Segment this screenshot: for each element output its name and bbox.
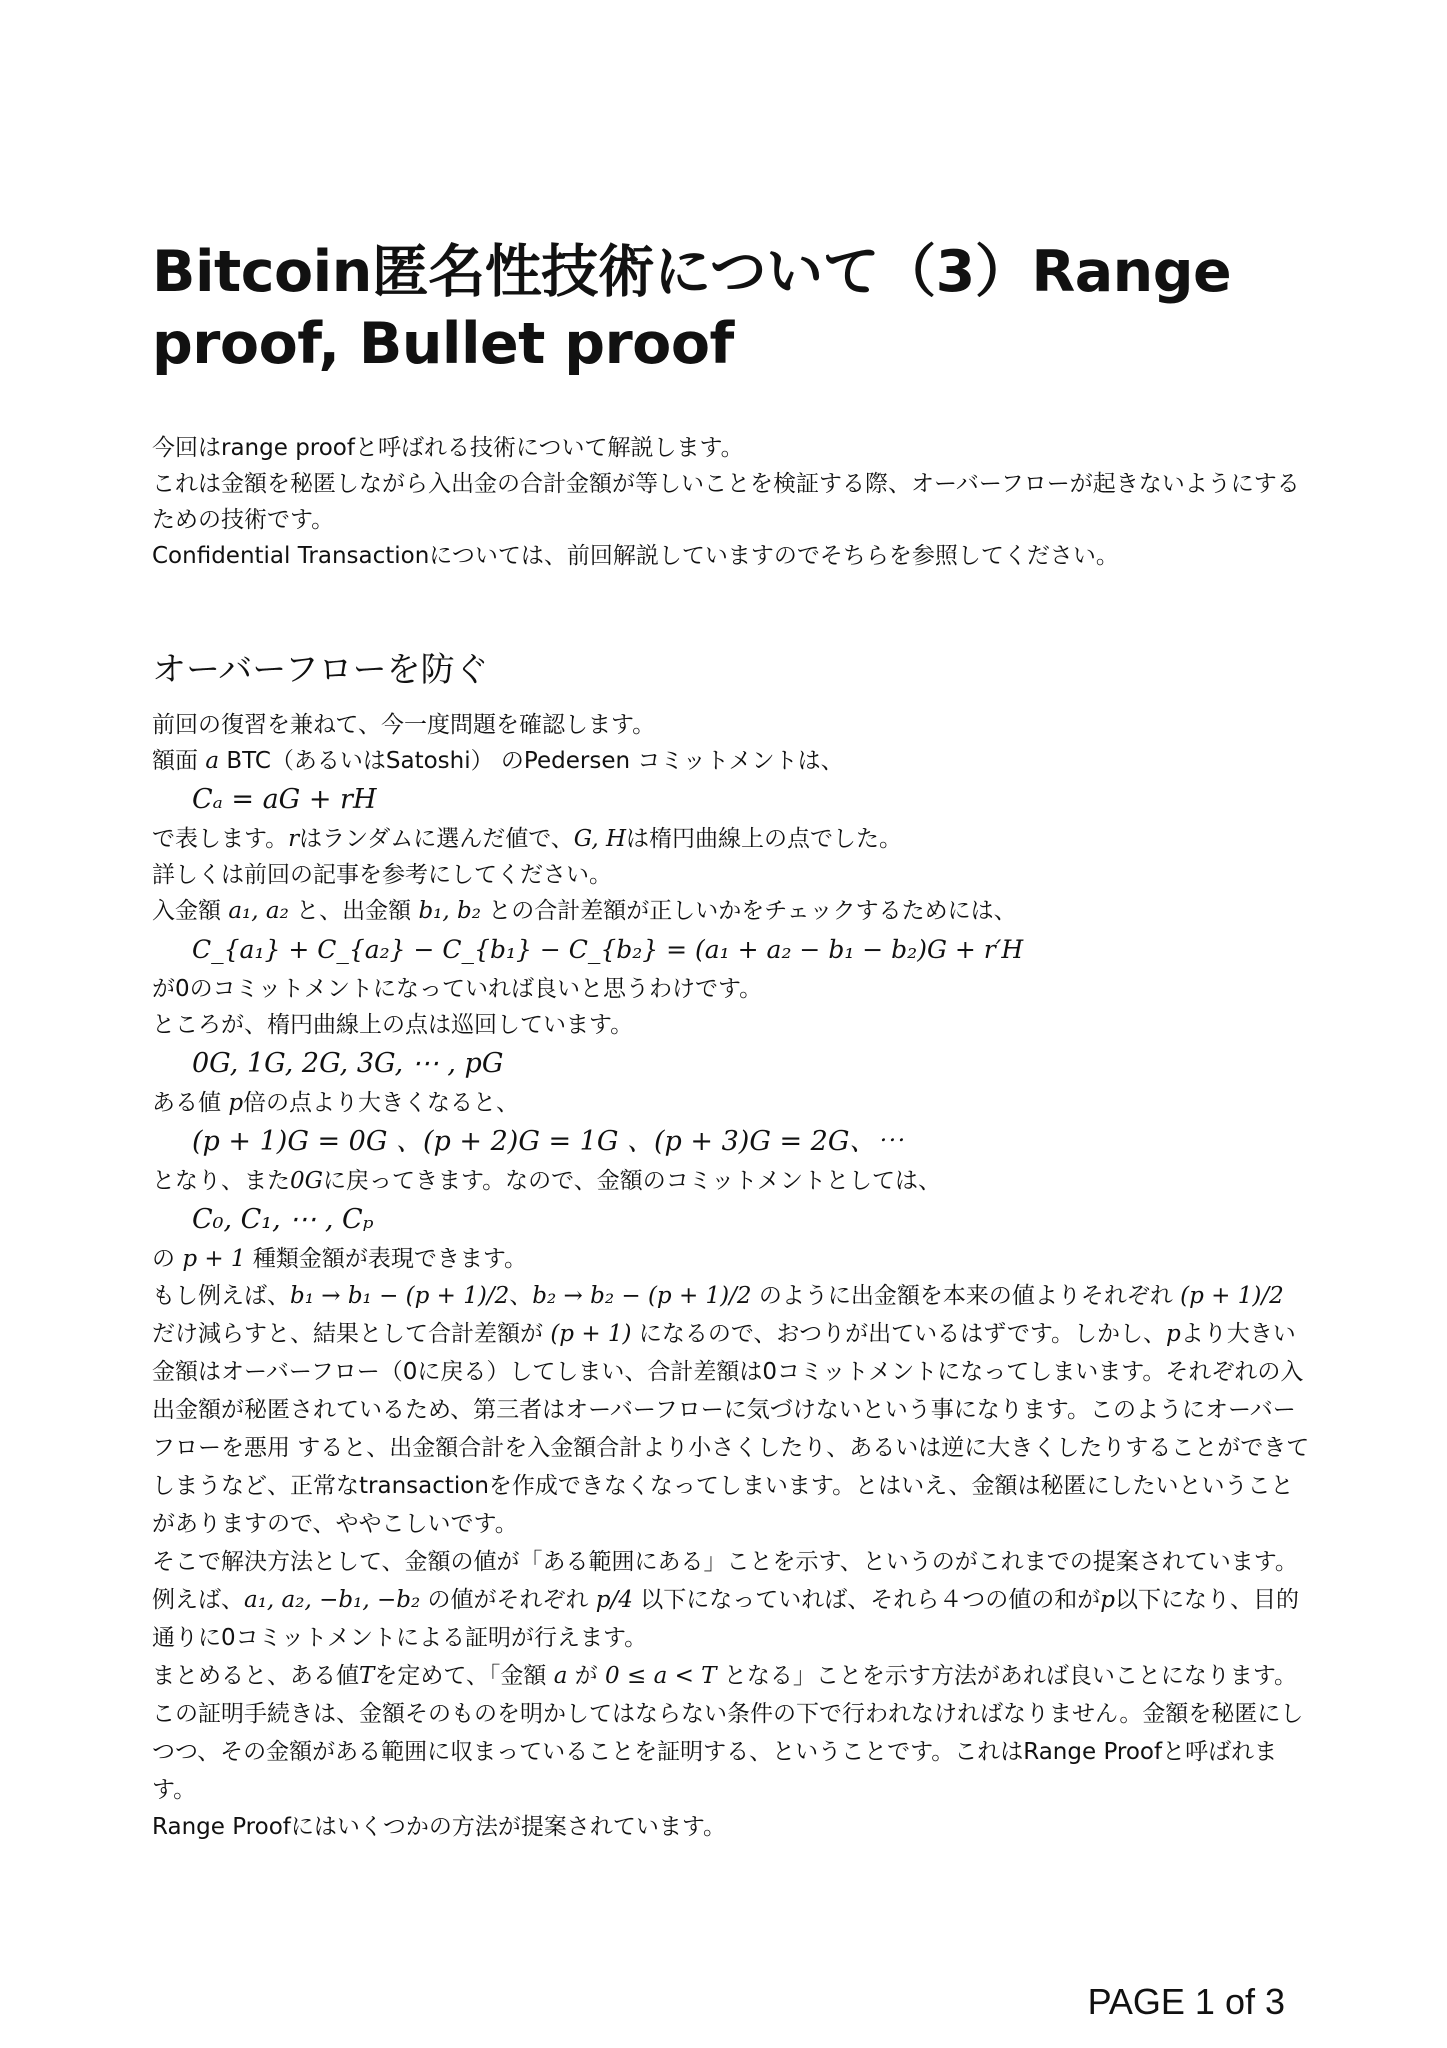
text-run: 額面 <box>152 748 206 774</box>
text-run: となり、また <box>152 1168 290 1194</box>
body-line: Range Proofにはいくつかの方法が提案されています。 <box>152 1814 727 1840</box>
text-run: で表します。 <box>152 826 289 852</box>
math-inline: b₂ → b₂ − (p + 1)/2 <box>532 1283 752 1309</box>
text-run: 以下になっていれば、それら４つの値の和が <box>632 1587 1101 1613</box>
equation: C_{a₁} + C_{a₂} − C_{b₁} − C_{b₂} = (a₁ + a₂ − b₁ − b₂)G + r′H <box>192 935 1024 964</box>
equation: Cₐ = aG + rH <box>192 784 377 815</box>
body-line <box>152 893 1314 929</box>
math-inline: 0G <box>290 1168 324 1194</box>
section-heading: オーバーフローを防ぐ <box>152 650 489 690</box>
math-inline: 0 ≤ a < T <box>605 1663 717 1689</box>
math-inline: a <box>553 1663 568 1689</box>
math-inline: G, H <box>573 826 627 852</box>
text-run: 入金額 <box>152 898 229 924</box>
text-run: 以下になり、目的通りに0コミットメントによる証明が行えます。 <box>152 1587 1299 1651</box>
body-line <box>152 1163 1314 1199</box>
math-inline: (p + 1)/2 <box>1180 1283 1284 1309</box>
math-inline: (p + 1) <box>550 1321 632 1347</box>
text-run: 種類金額が表現できます。 <box>245 1246 528 1272</box>
math-inline: r <box>288 826 300 852</box>
text-run: まとめると、ある値 <box>152 1663 359 1689</box>
math-inline: b₁ → b₁ − (p + 1)/2 <box>290 1283 510 1309</box>
math-inline: p <box>228 1090 244 1116</box>
text-run: との合計差額が正しいかをチェックするためには、 <box>480 898 1017 924</box>
text-run: になるので、おつりが出ているはずです。しかし、 <box>631 1321 1166 1347</box>
math-inline: T <box>359 1663 375 1689</box>
body-line <box>152 1241 1314 1277</box>
intro-line: これは金額を秘匿しながら入出金の合計金額が等しいことを検証する際、オーバーフローが起きないようにするための技術です。 <box>152 471 1300 533</box>
intro-line: 今回はrange proofと呼ばれる技術について解説します。 <box>152 435 744 461</box>
math-inline: a₁, a₂, −b₁, −b₂ <box>244 1587 421 1613</box>
body-paragraph <box>152 1543 1314 1657</box>
body-line: 詳しくは前回の記事を参考にしてください。 <box>152 862 612 888</box>
body-paragraph <box>152 1277 1314 1543</box>
text-run: を定めて、「金額 <box>374 1663 554 1689</box>
math-inline: a₁, a₂ <box>228 898 289 924</box>
text-run: そこで解決方法として、金額の値が「ある範囲にある」ことを示す、というのがこれまでの提案されています。例えば、 <box>152 1549 1298 1613</box>
text-run: が <box>567 1663 606 1689</box>
text-run: はランダムに選んだ値で、 <box>299 826 574 852</box>
text-run: もし例えば、 <box>152 1283 290 1309</box>
text-run: より大きい金額はオーバーフロー（0に戻る）してしまい、合計差額は0コミットメントになってしまいます。それぞれの入出金額が秘匿されているため、第三者はオーバーフローに気づけないという事になります。このようにオーバーフローを悪用 すると、出金額合計を入金額合計より小さくしたり、あるいは逆に大きくしたりすることができてしまうなど、正常なtransactionを作成できなくなってしまいます。とはいえ、金額は秘匿にしたいということがありますので、ややこしいです。 <box>152 1321 1310 1537</box>
text-run: の値がそれぞれ <box>420 1587 596 1613</box>
equation: (p + 1)G = 0G 、(p + 2)G = 1G 、(p + 3)G = 2G、⋯ <box>192 1126 904 1157</box>
page-title: Bitcoin匿名性技術について（3）Range proof, Bullet proof <box>152 239 1232 377</box>
body-line: ところが、楕円曲線上の点は巡回しています。 <box>152 1012 634 1038</box>
intro-line: Confidential Transactionについては、前回解説していますのでそちらを参照してください。 <box>152 543 1119 569</box>
text-run: と、出金額 <box>288 898 419 924</box>
body-line <box>152 821 1314 857</box>
math-inline: p <box>1166 1321 1181 1347</box>
body-line <box>152 743 1314 779</box>
text-run: BTC（あるいはSatoshi） のPedersen コミットメントは、 <box>219 748 844 774</box>
text-run: のように出金額を本来の値よりそれぞれ <box>751 1283 1181 1309</box>
body-line <box>152 1085 1314 1121</box>
text-run: 、 <box>509 1283 533 1309</box>
page-number: PAGE 1 of 3 <box>1087 1981 1285 2022</box>
text-run: は楕円曲線上の点でした。 <box>626 826 903 852</box>
text-run: だけ減らすと、結果として合計差額が <box>152 1321 551 1347</box>
text-run: ある値 <box>152 1090 229 1116</box>
body-line: 前回の復習を兼ねて、今一度問題を確認します。 <box>152 712 656 738</box>
math-inline: p <box>1100 1587 1115 1613</box>
math-inline: p + 1 <box>182 1246 246 1272</box>
math-inline: p/4 <box>595 1587 633 1613</box>
intro-paragraph <box>152 430 1312 574</box>
equation: C₀, C₁, ⋯ , Cₚ <box>192 1204 374 1235</box>
text-run: に戻ってきます。なので、金額のコミットメントとしては、 <box>323 1168 942 1194</box>
body-paragraph <box>152 1657 1314 1809</box>
text-run: となる」ことを示す方法があれば良いことになります。この証明手続きは、金額そのものを明かしてはならない条件の下で行われなければなりません。金額を秘匿にしつつ、その金額がある範囲に収まっていることを証明する、ということです。これはRange Proofと呼ばれます。 <box>152 1663 1304 1803</box>
math-inline: b₁, b₂ <box>418 898 481 924</box>
body-line: が0のコミットメントになっていれば良いと思うわけです。 <box>152 976 763 1002</box>
text-run: 倍の点より大きくなると、 <box>243 1090 520 1116</box>
text-run: の <box>152 1246 183 1272</box>
equation: 0G, 1G, 2G, 3G, ⋯ , pG <box>192 1048 504 1079</box>
section-body <box>152 707 1314 1845</box>
math-inline: a <box>205 748 220 774</box>
